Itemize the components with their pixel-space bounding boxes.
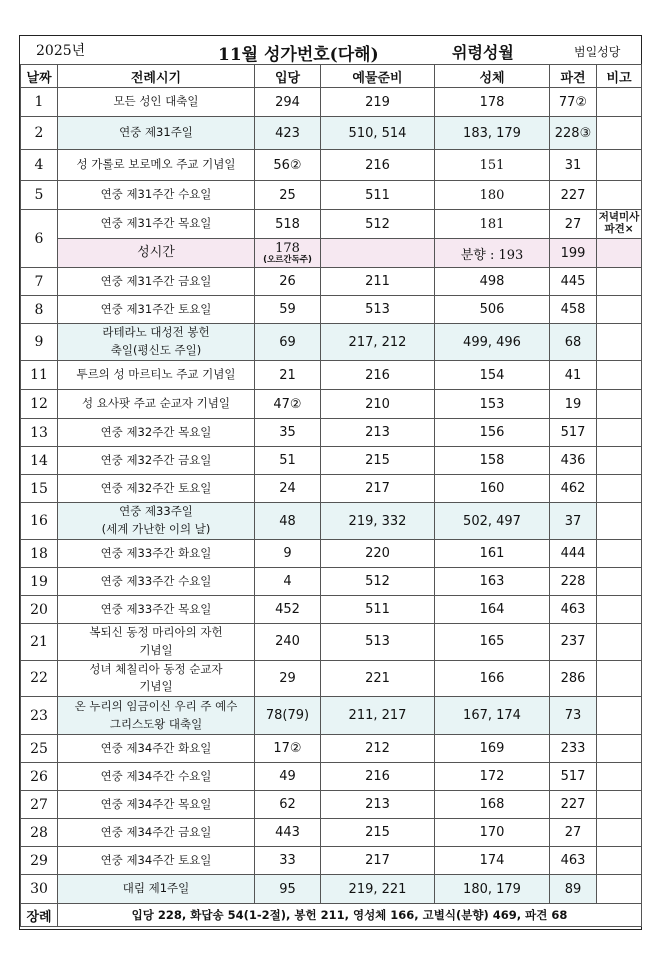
table-row — [21, 150, 642, 181]
liturgy-cell — [58, 819, 255, 847]
offertory-hymn-cell — [321, 239, 435, 268]
date-cell: 22 — [21, 660, 58, 697]
liturgy-line: (세계 가난한 이의 날) — [101, 522, 211, 536]
note-cell — [597, 419, 642, 447]
table-row — [21, 540, 642, 568]
communion-hymn-cell: 160 — [435, 475, 550, 503]
entrance-hymn-cell: 29 — [255, 660, 321, 697]
col-header-communion: 성체 — [435, 65, 550, 88]
liturgy-cell — [58, 697, 255, 735]
liturgy-cell — [58, 540, 255, 568]
dismissal-hymn-cell: 227 — [550, 181, 597, 210]
table-row — [21, 419, 642, 447]
table-row — [21, 475, 642, 503]
liturgy-line: 모든 성인 대축일 — [113, 94, 199, 109]
table-row — [21, 210, 642, 239]
communion-hymn-cell: 506 — [435, 296, 550, 324]
communion-hymn-cell: 502, 497 — [435, 503, 550, 540]
liturgy-cell — [58, 324, 255, 361]
table-row — [21, 390, 642, 419]
liturgy-line: 연중 제34주간 금요일 — [100, 824, 212, 839]
liturgy-cell — [58, 361, 255, 390]
offertory-hymn-cell: 215 — [321, 447, 435, 475]
dismissal-hymn-cell: 27 — [550, 819, 597, 847]
note-cell — [597, 390, 642, 419]
note-cell — [597, 239, 642, 268]
offertory-hymn-cell: 211, 217 — [321, 697, 435, 735]
note-cell — [597, 568, 642, 596]
col-header-note: 비고 — [597, 65, 642, 88]
date-cell: 5 — [21, 181, 58, 210]
parish-name: 범일성당 — [574, 45, 621, 59]
liturgy-cell — [58, 88, 255, 117]
liturgy-line: 성녀 체칠리아 동정 순교자 — [89, 661, 223, 676]
liturgy-line: 라테라노 대성전 봉헌 — [102, 325, 210, 340]
table-row — [21, 847, 642, 875]
dismissal-hymn-cell: 228③ — [550, 117, 597, 150]
date-cell: 2 — [21, 117, 58, 150]
communion-hymn-cell: 163 — [435, 568, 550, 596]
liturgy-line: 연중 제33주간 화요일 — [100, 545, 212, 560]
schedule-title: 11월 성가번호(다해) — [218, 45, 379, 65]
entrance-hymn-cell: 21 — [255, 361, 321, 390]
dismissal-hymn-cell: 89 — [550, 875, 597, 904]
entrance-hymn-number: 178 — [275, 240, 300, 256]
dismissal-hymn-cell: 199 — [550, 239, 597, 268]
date-cell: 26 — [21, 763, 58, 791]
liturgy-cell — [58, 117, 255, 150]
communion-hymn-cell: 167, 174 — [435, 697, 550, 735]
communion-hymn-cell: 498 — [435, 268, 550, 296]
liturgy-line: 연중 제32주간 목요일 — [100, 424, 212, 439]
date-cell: 29 — [21, 847, 58, 875]
note-cell — [597, 268, 642, 296]
dismissal-hymn-cell: 77② — [550, 88, 597, 117]
liturgy-cell — [58, 296, 255, 324]
col-header-date: 날짜 — [21, 65, 58, 88]
entrance-hymn-cell: 240 — [255, 624, 321, 661]
date-cell: 16 — [21, 503, 58, 540]
dismissal-hymn-cell: 445 — [550, 268, 597, 296]
communion-hymn-cell: 164 — [435, 596, 550, 624]
entrance-hymn-cell: 26 — [255, 268, 321, 296]
liturgy-cell — [58, 475, 255, 503]
offertory-hymn-cell: 215 — [321, 819, 435, 847]
table-row — [21, 875, 642, 904]
liturgy-cell — [58, 660, 255, 697]
dismissal-hymn-cell: 27 — [550, 210, 597, 239]
entrance-hymn-cell: 9 — [255, 540, 321, 568]
col-header-entrance: 입당 — [255, 65, 321, 88]
year-label: 2025년 — [36, 43, 86, 59]
offertory-hymn-cell: 212 — [321, 735, 435, 763]
liturgy-line: 연중 제33주간 수요일 — [100, 573, 212, 588]
liturgy-cell — [58, 763, 255, 791]
entrance-hymn-cell: 62 — [255, 791, 321, 819]
date-cell: 23 — [21, 697, 58, 735]
communion-hymn-cell: 180, 179 — [435, 875, 550, 904]
communion-hymn-cell: 분향 : 193 — [435, 239, 550, 268]
liturgy-cell — [58, 150, 255, 181]
date-cell: 30 — [21, 875, 58, 904]
entrance-hymn-cell: 33 — [255, 847, 321, 875]
dismissal-hymn-cell: 73 — [550, 697, 597, 735]
entrance-hymn-cell: 51 — [255, 447, 321, 475]
dismissal-hymn-cell: 462 — [550, 475, 597, 503]
liturgy-line: 성 요사팟 주교 순교자 기념일 — [82, 396, 230, 411]
note-cell — [597, 791, 642, 819]
table-row — [21, 447, 642, 475]
offertory-hymn-cell: 511 — [321, 181, 435, 210]
communion-hymn-cell: 172 — [435, 763, 550, 791]
dismissal-hymn-cell: 286 — [550, 660, 597, 697]
note-cell — [597, 150, 642, 181]
date-cell: 20 — [21, 596, 58, 624]
dismissal-hymn-cell: 41 — [550, 361, 597, 390]
dismissal-hymn-cell: 19 — [550, 390, 597, 419]
note-cell — [597, 181, 642, 210]
liturgy-line: 온 누리의 임금이신 우리 주 예수 — [74, 698, 238, 713]
table-row — [21, 503, 642, 540]
entrance-hymn-cell: 95 — [255, 875, 321, 904]
liturgy-cell — [58, 503, 255, 540]
note-cell — [597, 875, 642, 904]
table-row — [21, 324, 642, 361]
offertory-hymn-cell: 221 — [321, 660, 435, 697]
liturgy-cell — [58, 791, 255, 819]
entrance-subnote: (오르간독주) — [263, 254, 312, 265]
liturgy-line: 연중 제33주일 — [119, 504, 193, 519]
liturgy-cell — [58, 735, 255, 763]
offertory-hymn-cell: 217 — [321, 847, 435, 875]
liturgy-cell — [58, 875, 255, 904]
communion-hymn-cell: 181 — [435, 210, 550, 239]
date-cell: 1 — [21, 88, 58, 117]
date-cell: 19 — [21, 568, 58, 596]
funeral-hymns: 입당 228, 화답송 54(1-2절), 봉헌 211, 영성체 166, 고별식(분향) 469, 파견 68 — [58, 904, 642, 927]
entrance-hymn-cell: 78(79) — [255, 697, 321, 735]
liturgy-line: 성시간 — [137, 244, 175, 260]
dismissal-hymn-cell: 237 — [550, 624, 597, 661]
liturgy-line: 축일(평신도 주일) — [110, 343, 202, 357]
dismissal-hymn-cell: 31 — [550, 150, 597, 181]
communion-hymn-cell: 156 — [435, 419, 550, 447]
communion-hymn-cell: 499, 496 — [435, 324, 550, 361]
entrance-hymn-cell: 452 — [255, 596, 321, 624]
month-theme: 위령성월 — [452, 43, 514, 62]
entrance-hymn-cell: 47② — [255, 390, 321, 419]
table-row — [21, 181, 642, 210]
date-cell: 7 — [21, 268, 58, 296]
table-row — [21, 735, 642, 763]
table-row — [21, 791, 642, 819]
note-cell — [597, 117, 642, 150]
funeral-row — [21, 904, 642, 927]
date-cell: 12 — [21, 390, 58, 419]
dismissal-hymn-cell: 517 — [550, 419, 597, 447]
communion-hymn-cell: 183, 179 — [435, 117, 550, 150]
communion-hymn-cell: 170 — [435, 819, 550, 847]
dismissal-hymn-cell: 436 — [550, 447, 597, 475]
date-cell: 6 — [21, 210, 58, 268]
table-row — [21, 819, 642, 847]
date-cell: 8 — [21, 296, 58, 324]
offertory-hymn-cell: 512 — [321, 568, 435, 596]
liturgy-line: 기념일 — [139, 642, 173, 657]
offertory-hymn-cell: 219, 221 — [321, 875, 435, 904]
entrance-hymn-cell: 49 — [255, 763, 321, 791]
dismissal-hymn-cell: 68 — [550, 324, 597, 361]
liturgy-line: 연중 제34주간 목요일 — [100, 796, 212, 811]
table-row — [21, 596, 642, 624]
dismissal-hymn-cell: 463 — [550, 596, 597, 624]
liturgy-cell — [58, 239, 255, 268]
communion-hymn-cell: 154 — [435, 361, 550, 390]
table-row — [21, 763, 642, 791]
communion-hymn-cell: 168 — [435, 791, 550, 819]
entrance-hymn-cell: 69 — [255, 324, 321, 361]
entrance-hymn-cell — [255, 239, 321, 268]
entrance-hymn-cell: 48 — [255, 503, 321, 540]
offertory-hymn-cell: 513 — [321, 296, 435, 324]
col-header-liturgy: 전례시기 — [58, 65, 255, 88]
offertory-hymn-cell: 216 — [321, 150, 435, 181]
sheet-header — [20, 36, 641, 64]
liturgy-line: 연중 제34주간 토요일 — [100, 852, 212, 867]
liturgy-line: 연중 제31주간 수요일 — [100, 187, 212, 202]
offertory-hymn-cell: 512 — [321, 210, 435, 239]
offertory-hymn-cell: 217 — [321, 475, 435, 503]
date-cell: 28 — [21, 819, 58, 847]
date-cell: 21 — [21, 624, 58, 661]
liturgy-line: 복되신 동정 마리아의 자헌 — [89, 625, 223, 639]
hymn-schedule-sheet — [19, 35, 642, 930]
offertory-hymn-cell: 219, 332 — [321, 503, 435, 540]
liturgy-cell — [58, 447, 255, 475]
table-row — [21, 268, 642, 296]
date-cell: 9 — [21, 324, 58, 361]
communion-hymn-cell: 174 — [435, 847, 550, 875]
table-row — [21, 697, 642, 735]
entrance-hymn-cell: 294 — [255, 88, 321, 117]
table-row — [21, 296, 642, 324]
note-cell — [597, 819, 642, 847]
date-cell: 25 — [21, 735, 58, 763]
dismissal-hymn-cell: 37 — [550, 503, 597, 540]
date-cell: 11 — [21, 361, 58, 390]
offertory-hymn-cell: 216 — [321, 763, 435, 791]
col-header-offertory: 예물준비 — [321, 65, 435, 88]
table-row — [21, 660, 642, 697]
note-cell — [597, 847, 642, 875]
communion-hymn-cell: 169 — [435, 735, 550, 763]
liturgy-cell — [58, 390, 255, 419]
table-row — [21, 117, 642, 150]
communion-hymn-cell: 178 — [435, 88, 550, 117]
dismissal-hymn-cell: 517 — [550, 763, 597, 791]
offertory-hymn-cell: 510, 514 — [321, 117, 435, 150]
date-cell: 14 — [21, 447, 58, 475]
hymn-table — [20, 64, 642, 927]
offertory-hymn-cell: 216 — [321, 361, 435, 390]
liturgy-line: 연중 제34주간 화요일 — [100, 740, 212, 755]
entrance-hymn-cell: 423 — [255, 117, 321, 150]
entrance-hymn-cell: 35 — [255, 419, 321, 447]
offertory-hymn-cell: 210 — [321, 390, 435, 419]
dismissal-hymn-cell: 463 — [550, 847, 597, 875]
liturgy-cell — [58, 210, 255, 239]
liturgy-line: 연중 제31주간 금요일 — [100, 273, 212, 288]
table-header-row — [21, 65, 642, 88]
offertory-hymn-cell: 220 — [321, 540, 435, 568]
table-row — [21, 88, 642, 117]
date-cell: 13 — [21, 419, 58, 447]
liturgy-line: 연중 제31주간 목요일 — [100, 216, 212, 231]
communion-hymn-cell: 166 — [435, 660, 550, 697]
communion-hymn-cell: 153 — [435, 390, 550, 419]
liturgy-cell — [58, 568, 255, 596]
note-cell — [597, 596, 642, 624]
liturgy-line: 성 가롤로 보로메오 주교 기념일 — [76, 157, 236, 172]
note-cell — [597, 503, 642, 540]
liturgy-line: 기념일 — [139, 679, 173, 694]
liturgy-cell — [58, 624, 255, 661]
entrance-hymn-cell: 443 — [255, 819, 321, 847]
entrance-hymn-cell: 25 — [255, 181, 321, 210]
dismissal-hymn-cell: 227 — [550, 791, 597, 819]
table-row — [21, 568, 642, 596]
note-cell — [597, 88, 642, 117]
communion-hymn-cell: 165 — [435, 624, 550, 661]
dismissal-hymn-cell: 233 — [550, 735, 597, 763]
date-cell: 27 — [21, 791, 58, 819]
note-cell — [597, 735, 642, 763]
holy-hour-row — [21, 239, 642, 268]
dismissal-hymn-cell: 458 — [550, 296, 597, 324]
liturgy-line: 투르의 성 마르티노 주교 기념일 — [76, 367, 236, 382]
offertory-hymn-cell: 213 — [321, 791, 435, 819]
note-cell — [597, 697, 642, 735]
note-cell — [597, 324, 642, 361]
liturgy-line: 연중 제32주간 금요일 — [100, 452, 212, 467]
liturgy-line: 연중 제32주간 토요일 — [100, 480, 212, 495]
liturgy-line: 연중 제33주간 목요일 — [100, 601, 212, 616]
note-cell — [597, 475, 642, 503]
communion-hymn-cell: 151 — [435, 150, 550, 181]
note-cell — [597, 447, 642, 475]
liturgy-line: 연중 제31주일 — [119, 125, 193, 140]
table-row — [21, 361, 642, 390]
liturgy-cell — [58, 596, 255, 624]
entrance-hymn-cell: 59 — [255, 296, 321, 324]
communion-hymn-cell: 158 — [435, 447, 550, 475]
note-cell — [597, 624, 642, 661]
liturgy-line: 연중 제31주간 토요일 — [100, 301, 212, 316]
liturgy-cell — [58, 268, 255, 296]
liturgy-cell — [58, 419, 255, 447]
col-header-dismissal: 파견 — [550, 65, 597, 88]
offertory-hymn-cell: 211 — [321, 268, 435, 296]
table-body — [21, 88, 642, 904]
offertory-hymn-cell: 511 — [321, 596, 435, 624]
date-cell: 4 — [21, 150, 58, 181]
entrance-hymn-cell: 56② — [255, 150, 321, 181]
entrance-hymn-cell: 518 — [255, 210, 321, 239]
dismissal-hymn-cell: 444 — [550, 540, 597, 568]
offertory-hymn-cell: 219 — [321, 88, 435, 117]
offertory-hymn-cell: 213 — [321, 419, 435, 447]
entrance-hymn-cell: 4 — [255, 568, 321, 596]
note-cell — [597, 763, 642, 791]
note-cell — [597, 540, 642, 568]
funeral-label: 장례 — [21, 904, 58, 927]
communion-hymn-cell: 180 — [435, 181, 550, 210]
date-cell: 18 — [21, 540, 58, 568]
dismissal-hymn-cell: 228 — [550, 568, 597, 596]
entrance-hymn-cell: 24 — [255, 475, 321, 503]
note-cell — [597, 361, 642, 390]
communion-hymn-cell: 161 — [435, 540, 550, 568]
note-cell: 저녁미사 파견× — [597, 210, 642, 239]
liturgy-line: 연중 제34주간 수요일 — [100, 768, 212, 783]
date-cell: 15 — [21, 475, 58, 503]
liturgy-line: 그리스도왕 대축일 — [109, 716, 203, 731]
entrance-hymn-cell: 17② — [255, 735, 321, 763]
offertory-hymn-cell: 513 — [321, 624, 435, 661]
liturgy-cell — [58, 847, 255, 875]
note-cell — [597, 296, 642, 324]
liturgy-cell — [58, 181, 255, 210]
offertory-hymn-cell: 217, 212 — [321, 324, 435, 361]
note-cell — [597, 660, 642, 697]
liturgy-line: 대림 제1주일 — [122, 881, 190, 896]
table-row — [21, 624, 642, 661]
